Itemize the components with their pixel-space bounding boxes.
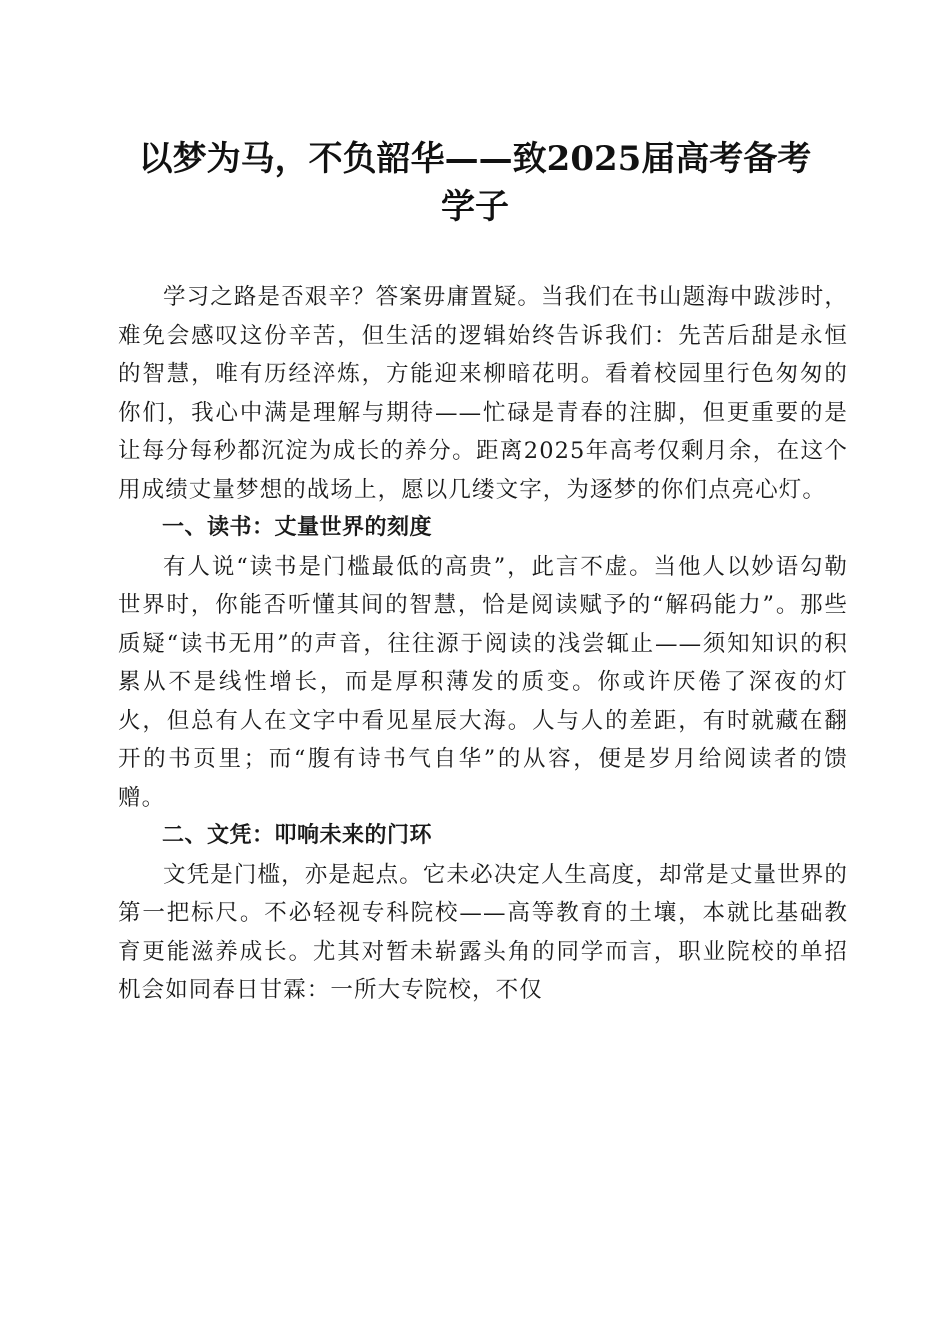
document-title	[110, 135, 840, 231]
title-line-2: 学子	[441, 187, 509, 227]
diploma-paragraph: 文凭是门槛，亦是起点。它未必决定人生高度，却常是丈量世界的第一把标尺。不必轻视专科院校——高等教育的土壤，本就比基础教育更能滋养成长。尤其对暂未崭露头角的同学而言，职业院校的单招机会如同春日甘霖：一所大专院校，不仅	[118, 861, 848, 1003]
reading-paragraph: 有人说“读书是门槛最低的高贵”，此言不虚。当他人以妙语勾勒世界时，你能否听懂其间的智慧，恰是阅读赋予的“解码能力”。那些质疑“读书无用”的声音，往往源于阅读的浅尝辄止——须知知识的积累从不是线性增长，而是厚积薄发的质变。你或许厌倦了深夜的灯火，但总有人在文字中看见星辰大海。人与人的差距，有时就藏在翻开的书页里；而“腹有诗书气自华”的从容，便是岁月给阅读者的馈赠。	[118, 553, 848, 811]
intro-paragraph: 学习之路是否艰辛？答案毋庸置疑。当我们在书山题海中跋涉时，难免会感叹这份辛苦，但生活的逻辑始终告诉我们：先苦后甜是永恒的智慧，唯有历经淬炼，方能迎来柳暗花明。看着校园里行色匆匆的你们，我心中满是理解与期待——忙碌是青春的注脚，但更重要的是让每分每秒都沉淀为成长的养分。距离2025年高考仅剩月余，在这个用成绩丈量梦想的战场上，愿以几缕文字，为逐梦的你们点亮心灯。	[118, 284, 848, 503]
document-body	[118, 278, 848, 1010]
title-line-1: 以梦为马，不负韶华——致2025届高考备考	[138, 139, 812, 179]
section-heading-reading: 一、读书：丈量世界的刻度	[162, 515, 433, 540]
section-heading-diploma: 二、文凭：叩响未来的门环	[162, 823, 433, 848]
